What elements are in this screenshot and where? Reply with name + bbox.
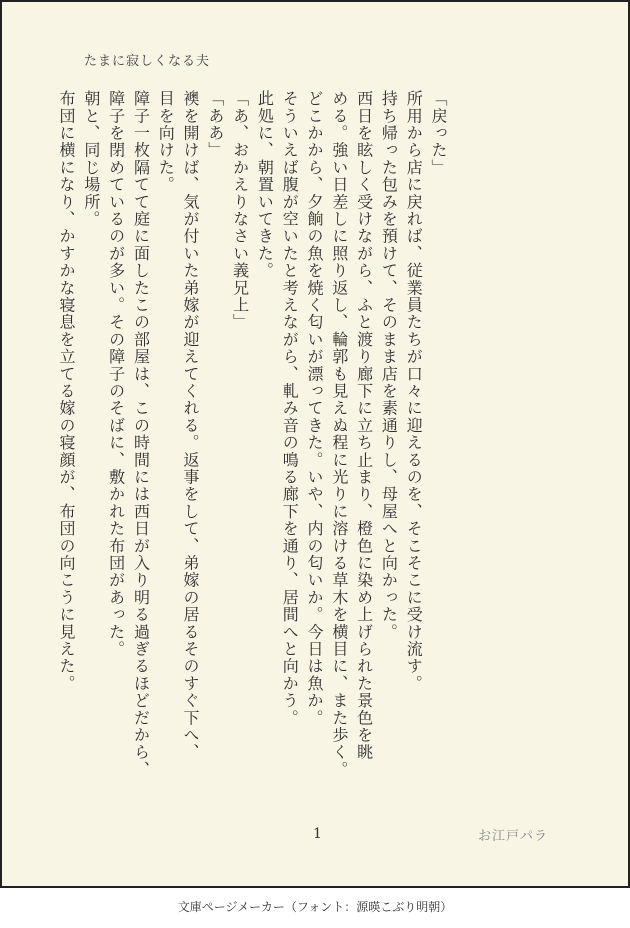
body-line: どこかから、夕餉の魚を焼く匂いが漂ってきた。いや、内の匂いか。今日は魚か。 (305, 90, 325, 727)
body-line: 「ああ」 (205, 90, 225, 159)
body-line: 朝と、同じ場所。 (81, 90, 101, 228)
body-line: 襖を開けば、気が付いた弟嫁が迎えてくれる。返事をして、弟嫁の居るそのすぐ下へ、 (181, 90, 201, 761)
body-line: そういえば腹が空いたと考えながら、軋み音の鳴る廊下を通り、居間へと向かう。 (280, 90, 300, 727)
body-line: 目を向けた。 (156, 90, 176, 194)
body-line: 「戻った」 (429, 90, 448, 176)
body-line: 持ち帰った包みを預けて、そのまま店を素通りし、母屋へと向かった。 (379, 90, 399, 641)
footer-credit: 文庫ページメーカー（フォント：源暎こぶり明朝） (177, 900, 453, 914)
body-line: 障子一枚隔てて庭に面したこの部屋は、この時間には西日が入り明る過ぎるほどだから、 (131, 90, 151, 778)
body-line: 此処に、朝置いてきた。 (255, 90, 275, 280)
body-line: 所用から店に戻れば、従業員たちが口々に迎えるのを、そこそこに受け流す。 (404, 90, 424, 692)
body-line: める。強い日差しに照り返し、輪郭も見えぬ程に光りに溶ける草木を横目に、また歩く。 (329, 90, 349, 778)
body-line: 布団に横になり、かすかな寝息を立てる嫁の寝顔が、布団の向こうに見えた。 (57, 90, 77, 692)
page-number: 1 (313, 826, 322, 842)
body-text (57, 90, 450, 790)
author-name: お江戸パラ (478, 829, 549, 844)
page-header-title: たまに寂しくなる夫 (84, 54, 211, 69)
body-line: 西日を眩しく受けながら、ふと渡り廊下に立ち止まり、橙色に染め上げられた景色を眺 (354, 90, 374, 761)
body-line: 障子を閉めているのが多い。その障子のそばに、敷かれた布団があった。 (106, 90, 126, 658)
body-line: 「あ、おかえりなさい義兄上」 (230, 90, 250, 331)
